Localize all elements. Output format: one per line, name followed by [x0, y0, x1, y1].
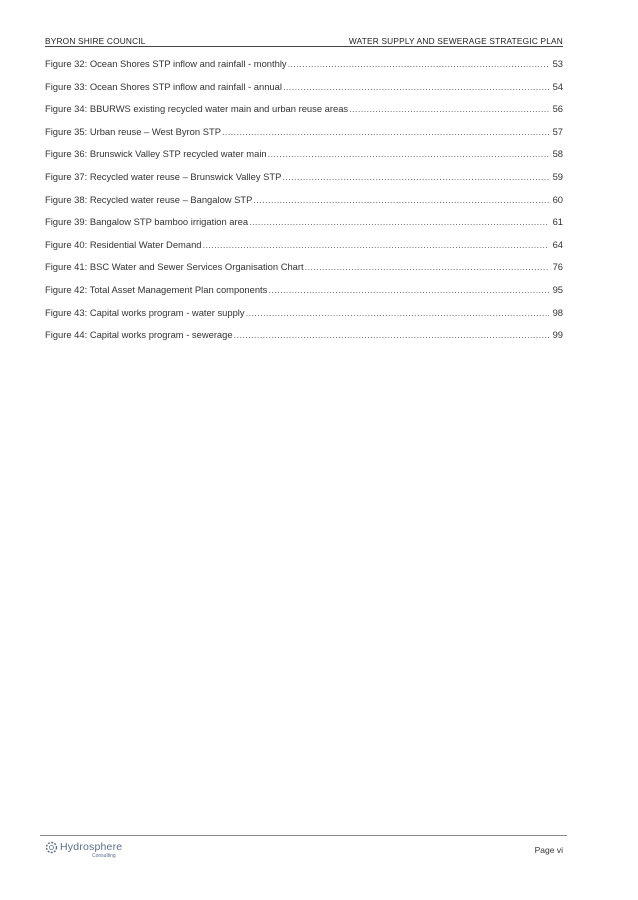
toc-entry-label: Figure 37: Recycled water reuse – Brunswick Valley STP	[45, 170, 282, 182]
toc-entry-label: Figure 34: BBURWS existing recycled water main and urban reuse areas	[45, 103, 349, 115]
toc-entry[interactable]	[45, 307, 563, 330]
page-number: Page vi	[534, 845, 563, 855]
toc-entry[interactable]	[45, 284, 563, 307]
logo-subtitle: Consulting	[92, 853, 116, 859]
toc-leader-dots	[305, 261, 549, 272]
toc-leader-dots	[268, 284, 549, 295]
toc-leader-dots	[246, 307, 549, 318]
toc-entry-label: Figure 35: Urban reuse – West Byron STP	[45, 125, 221, 137]
header-organisation: BYRON SHIRE COUNCIL	[45, 36, 146, 46]
toc-leader-dots	[234, 329, 549, 340]
toc-entry[interactable]	[45, 103, 563, 126]
logo-name: Hydrosphere	[60, 841, 123, 853]
toc-entry[interactable]	[45, 81, 563, 104]
toc-leader-dots	[283, 81, 549, 92]
toc-entry[interactable]	[45, 58, 563, 81]
toc-entry[interactable]	[45, 329, 563, 352]
toc-entry-page: 76	[552, 261, 563, 273]
header-document-title: WATER SUPPLY AND SEWERAGE STRATEGIC PLAN	[348, 36, 563, 46]
toc-entry-label: Figure 42: Total Asset Management Plan components	[45, 283, 268, 295]
toc-entry-page: 58	[552, 148, 563, 160]
toc-entry-page: 99	[552, 329, 563, 341]
header-divider	[45, 46, 563, 47]
hydrosphere-logo	[45, 840, 145, 862]
toc-entry-page: 57	[552, 125, 563, 137]
toc-leader-dots	[203, 239, 550, 250]
footer-divider	[40, 835, 567, 836]
toc-entry[interactable]	[45, 239, 563, 262]
toc-leader-dots	[249, 216, 549, 227]
list-of-figures	[45, 58, 563, 352]
toc-leader-dots	[282, 171, 549, 182]
toc-leader-dots	[349, 103, 549, 114]
toc-entry-page: 98	[552, 306, 563, 318]
toc-entry-label: Figure 38: Recycled water reuse – Bangalow STP	[45, 193, 253, 205]
toc-entry[interactable]	[45, 216, 563, 239]
toc-entry-page: 64	[552, 238, 563, 250]
toc-leader-dots	[268, 148, 549, 159]
toc-entry-label: Figure 44: Capital works program - sewerage	[45, 329, 233, 341]
toc-entry-page: 54	[552, 80, 563, 92]
toc-entry[interactable]	[45, 261, 563, 284]
hydrosphere-logo-icon	[45, 841, 58, 854]
toc-entry[interactable]	[45, 148, 563, 171]
toc-entry-page: 61	[552, 216, 563, 228]
page-header	[45, 36, 563, 50]
toc-entry[interactable]	[45, 194, 563, 217]
toc-entry-page: 59	[552, 170, 563, 182]
toc-entry-label: Figure 40: Residential Water Demand	[45, 238, 202, 250]
toc-entry-label: Figure 36: Brunswick Valley STP recycled water main	[45, 148, 267, 160]
toc-entry-page: 53	[552, 58, 563, 69]
toc-leader-dots	[222, 126, 549, 137]
toc-entry-page: 56	[552, 103, 563, 115]
toc-leader-dots	[288, 58, 549, 69]
toc-entry-label: Figure 41: BSC Water and Sewer Services Organisation Chart	[45, 261, 304, 273]
toc-entry-label: Figure 39: Bangalow STP bamboo irrigation area	[45, 216, 249, 228]
toc-entry[interactable]	[45, 126, 563, 149]
toc-entry[interactable]	[45, 171, 563, 194]
toc-entry-label: Figure 43: Capital works program - water supply	[45, 306, 245, 318]
toc-entry-page: 95	[552, 283, 563, 295]
toc-leader-dots	[253, 194, 549, 205]
toc-entry-page: 60	[552, 193, 563, 205]
toc-entry-label: Figure 32: Ocean Shores STP inflow and rainfall - monthly	[45, 58, 287, 69]
toc-entry-label: Figure 33: Ocean Shores STP inflow and rainfall - annual	[45, 80, 282, 92]
